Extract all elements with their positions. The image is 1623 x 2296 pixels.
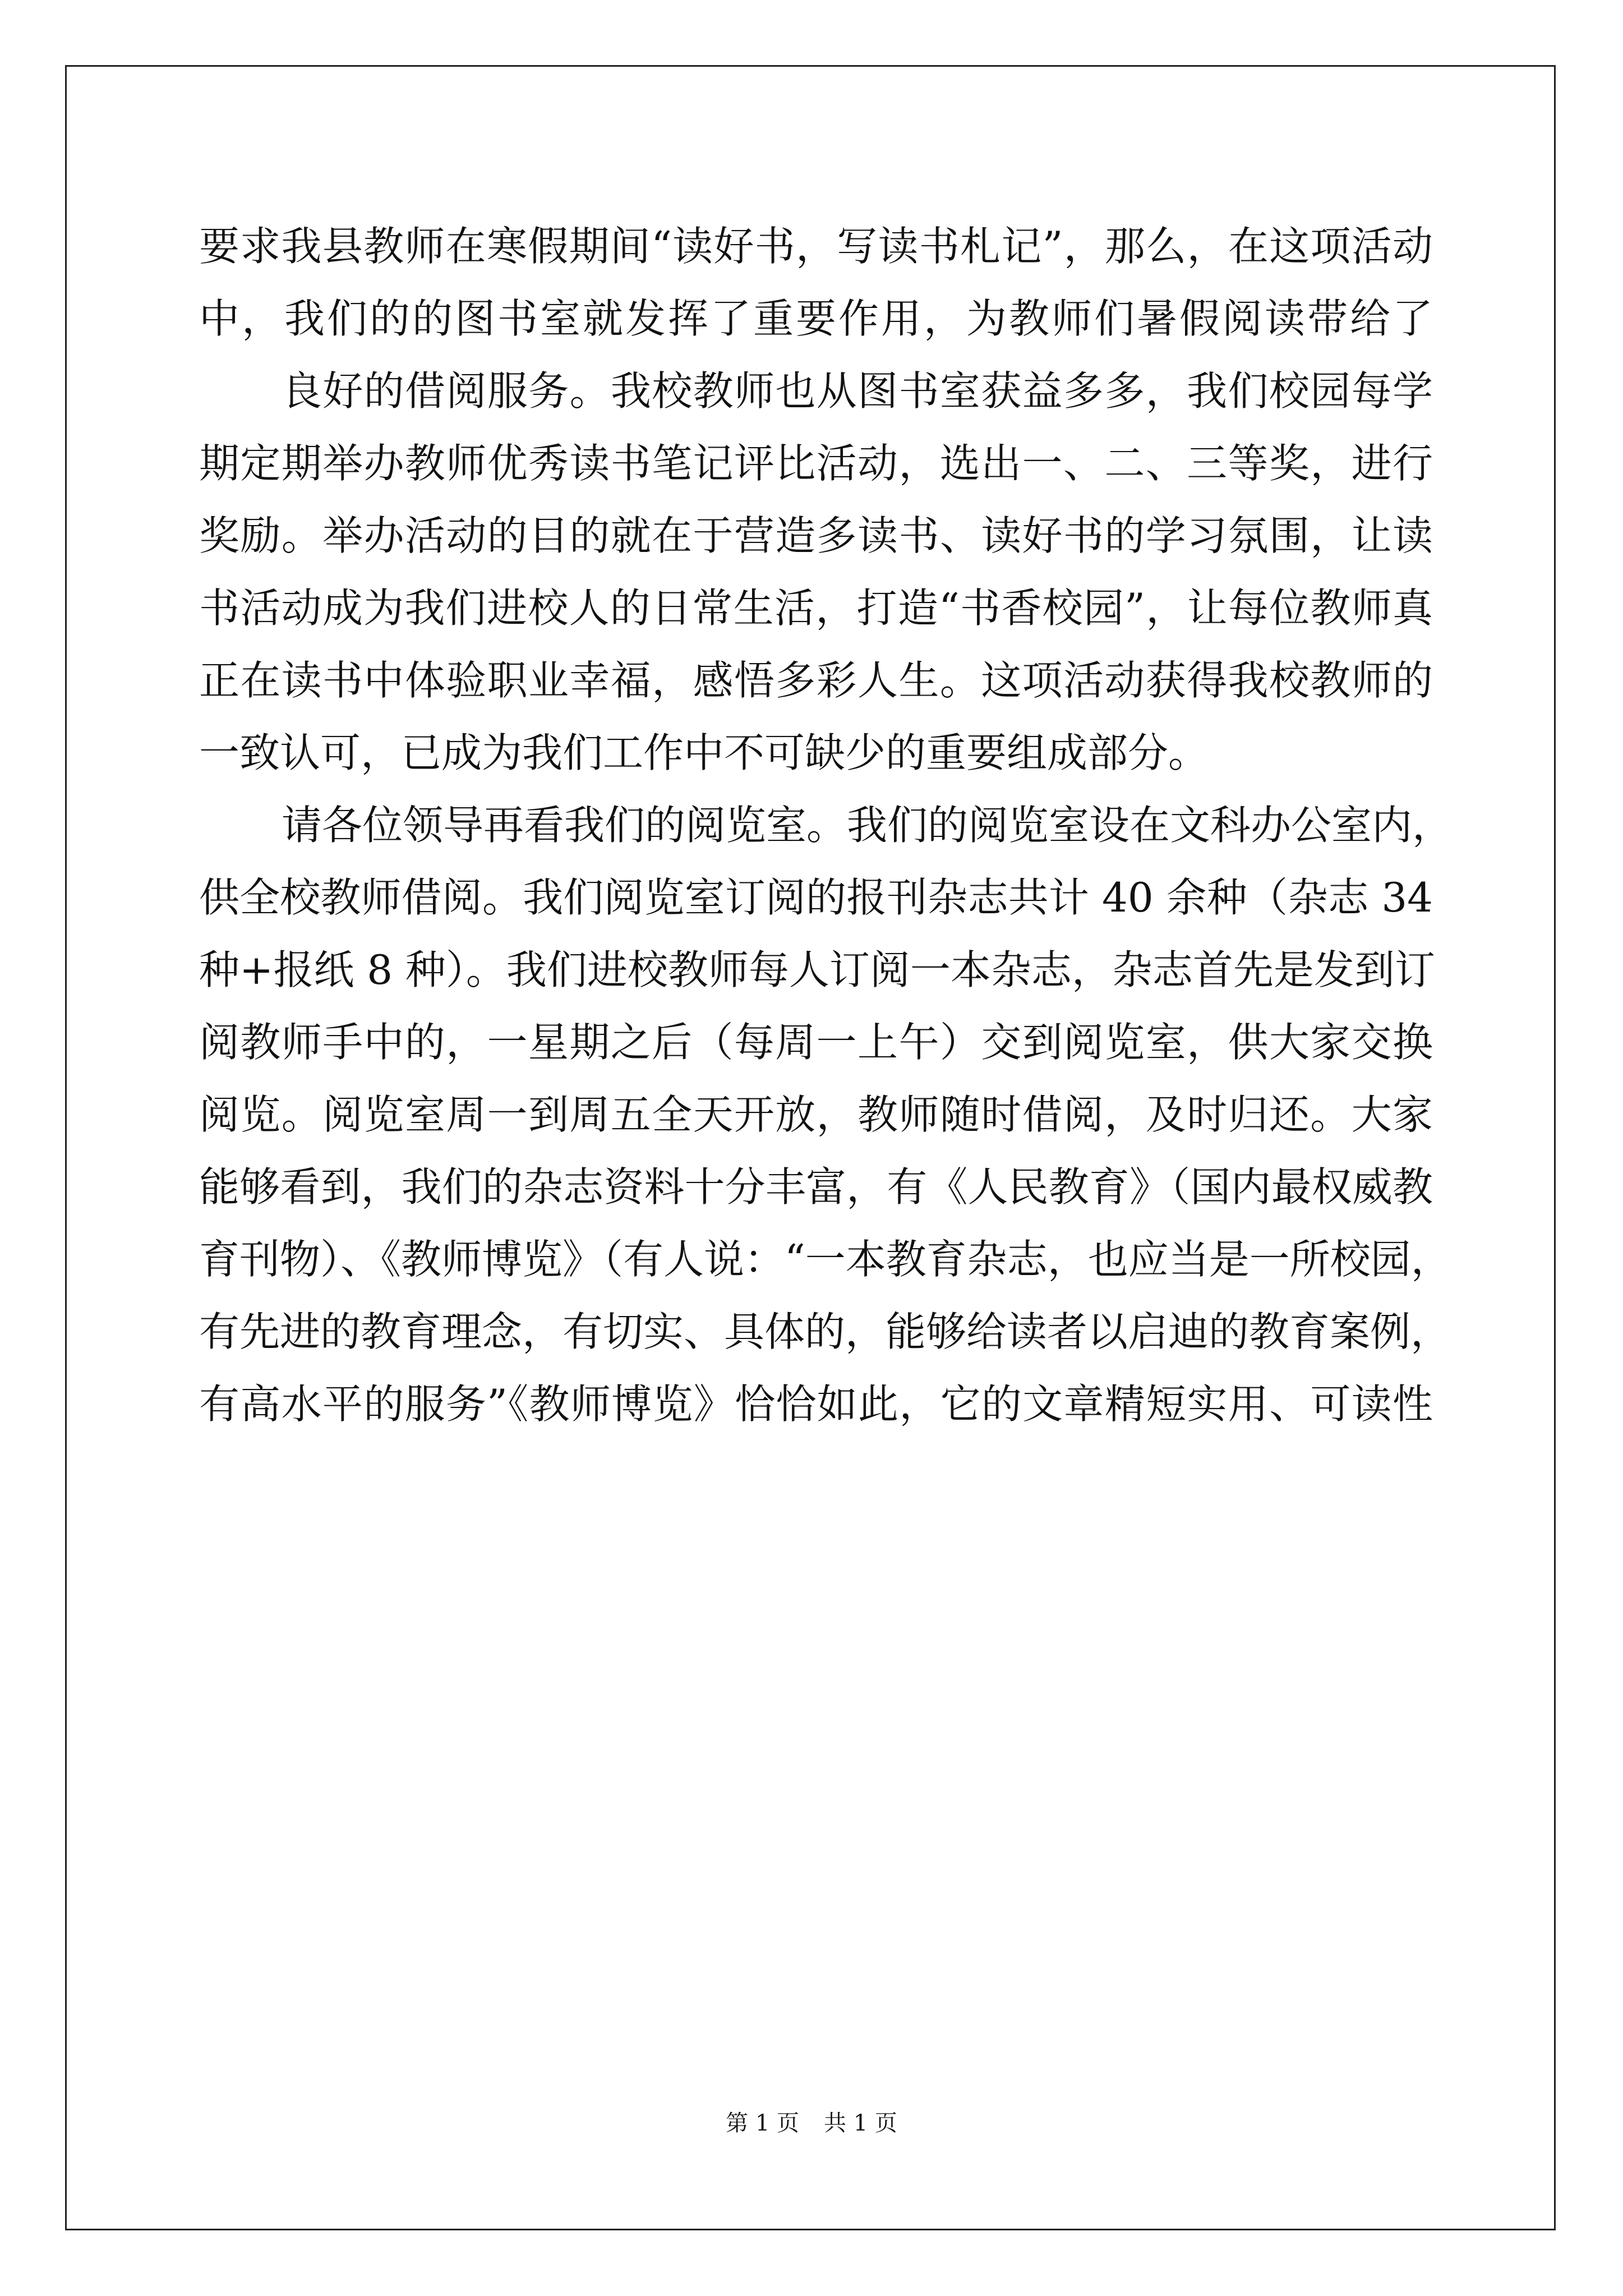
text-line: 良好的借阅服务。我校教师也从图书室获益多多，我们校园每学 (282, 367, 1433, 415)
text-line: 一致认可，已成为我们工作中不可缺少的重要组成部分。 (199, 729, 1209, 776)
text-line: 育刊物）、《教师博览》（有人说：“一本教育杂志，也应当是一所校园， (199, 1236, 1451, 1283)
text-line: 要求我县教师在寒假期间“读好书，写读书札记”，那么，在这项活动 (199, 223, 1433, 270)
text-line: 请各位领导再看我们的阅览室。我们的阅览室设在文科办公室内， (282, 802, 1453, 849)
page-footer (0, 2105, 1623, 2137)
text-line: 正在读书中体验职业幸福，感悟多彩人生。这项活动获得我校教师的 (199, 657, 1433, 704)
text-line: 书活动成为我们进校人的日常生活，打造“书香校园”，让每位教师真 (199, 585, 1433, 632)
text-line: 奖励。举办活动的目的就在于营造多读书、读好书的学习氛围，让读 (199, 512, 1433, 559)
text-line: 种+报纸 8 种）。我们进校教师每人订阅一本杂志，杂志首先是发到订 (199, 946, 1435, 993)
text-line: 有高水平的服务”《教师博览》恰恰如此，它的文章精短实用、可读性 (199, 1381, 1433, 1428)
text-line: 能够看到，我们的杂志资料十分丰富，有《人民教育》（国内最权威教 (199, 1163, 1433, 1211)
total-pages: 共 1 页 (824, 2110, 897, 2136)
text-line: 中，我们的的图书室就发挥了重要作用，为教师们暑假阅读带给了 (199, 295, 1433, 342)
body-text (199, 210, 1453, 1441)
text-line: 供全校教师借阅。我们阅览室订阅的报刊杂志共计 40 余种（杂志 34 (199, 874, 1433, 921)
text-line: 期定期举办教师优秀读书笔记评比活动，选出一、二、三等奖，进行 (199, 440, 1433, 487)
page-number: 第 1 页 (726, 2110, 799, 2136)
text-line: 阅览。阅览室周一到周五全天开放，教师随时借阅，及时归还。大家 (199, 1091, 1433, 1138)
text-line: 有先进的教育理念，有切实、具体的，能够给读者以启迪的教育案例， (199, 1308, 1451, 1355)
text-line: 阅教师手中的，一星期之后（每周一上午）交到阅览室，供大家交换 (199, 1019, 1433, 1066)
